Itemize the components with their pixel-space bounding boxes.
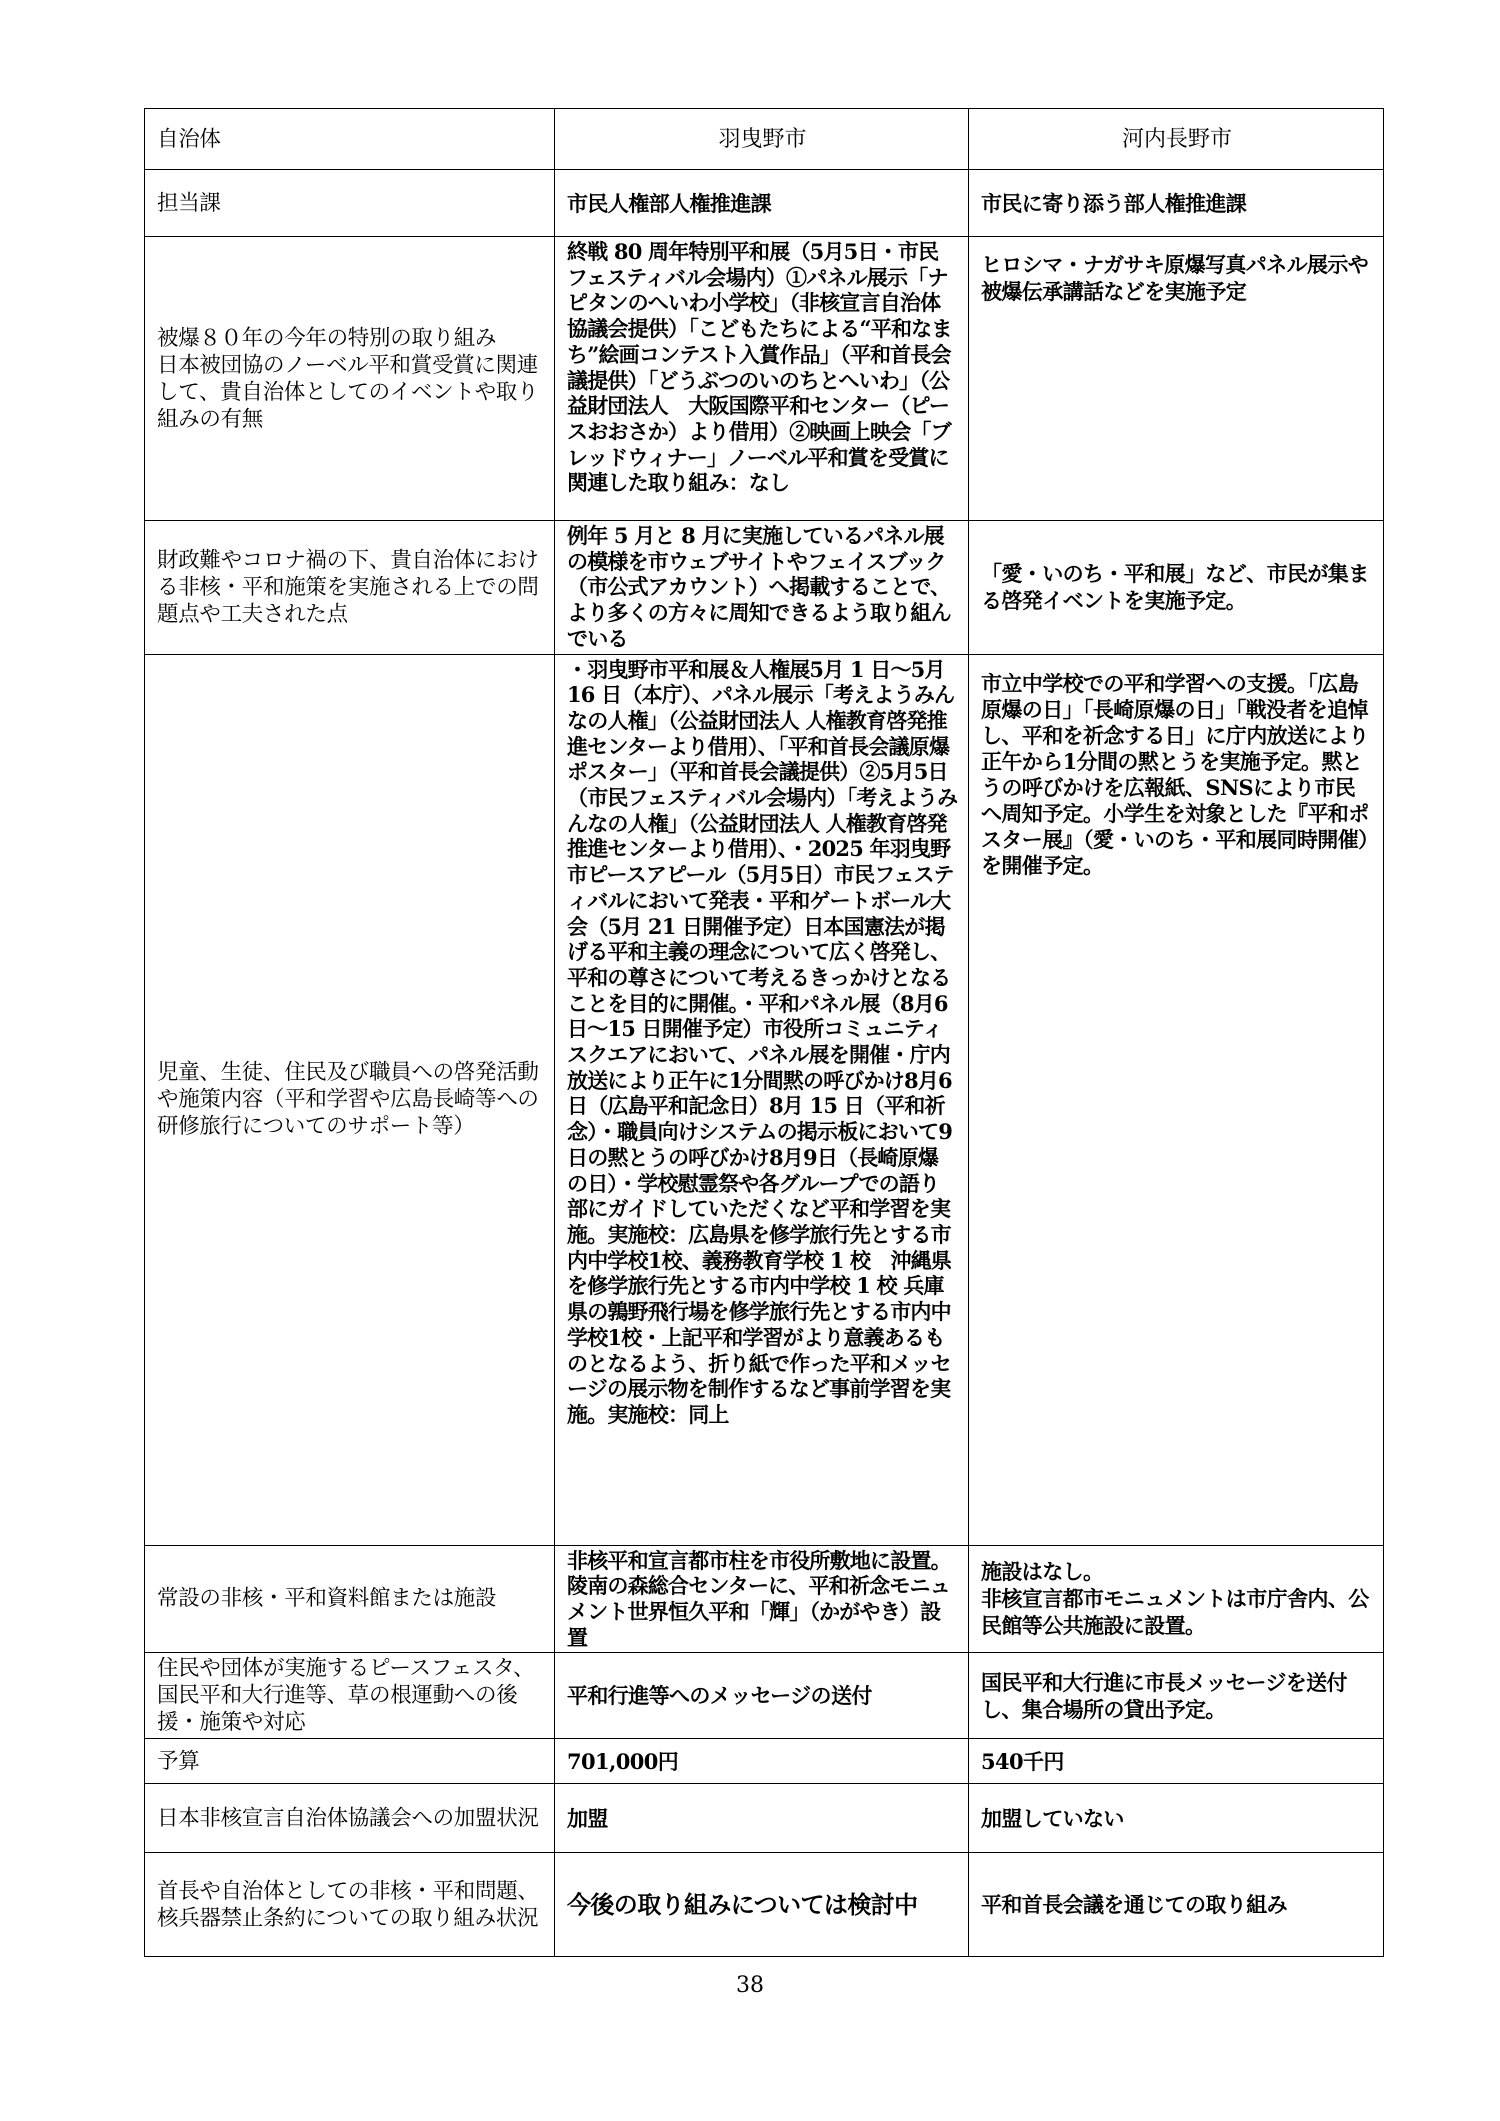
cell-habikino: ・羽曳野市平和展＆人権展5月 1 日～5月 16 日（本庁）、パネル展示「考えようみんなの人権」（公益財団法人 人権教育啓発推進センターより借用）、「平和首長会議原爆ポスター」（平和首長会議提供）②5月5日（市民フェスティバル会場内）「考えようみんなの人権」（公益財団法人 人権教育啓発推進センターより借用）、・2025 年羽曳野市ピースアピール（5月5日）市民フェスティバルにおいて発表・平和ゲートボール大会（5月 21 日開催予定）日本国憲法が掲げる平和主義の理念について広く啓発し、平和の尊さについて考えるきっかけとなることを目的に開催。・平和パネル展（8月6日～15 日開催予定）市役所コミュニティスクエアにおいて、パネル展を開催・庁内放送により正午に1分間黙の呼びかけ8月6日（広島平和記念日）8月 15 日（平和祈念）・職員向けシステムの掲示板において9日の黙とうの呼びかけ8月9日（長崎原爆の日）・学校慰霊祭や各グループでの語り部にガイドしていただくなど平和学習を実施。実施校：広島県を修学旅行先とする市内中学校1校、義務教育学校 1 校 沖縄県を修学旅行先とする市内中学校 1 校 兵庫県の鶉野飛行場を修学旅行先とする市内中学校1校・上記平和学習がより意義あるものとなるよう、折り紙で作った平和メッセージの展示物を制作するなど事前学習を実施。実施校：同上 (555, 654, 969, 1545)
row-label: 日本非核宣言自治体協議会への加盟状況 (145, 1784, 555, 1853)
cell-text: 施設はなし。 非核宣言都市モニュメントは市庁舎内、公民館等公共施設に設置。 (981, 1559, 1369, 1639)
table-header-row (145, 109, 1384, 170)
cell-habikino: 今後の取り組みについては検討中 (555, 1853, 969, 1957)
row-label: 予算 (145, 1739, 555, 1784)
row-label (145, 237, 555, 521)
cell-habikino: 加盟 (555, 1784, 969, 1853)
table-row (145, 654, 1384, 1545)
table-row (145, 1545, 1384, 1653)
cell-habikino: 終戦 80 周年特別平和展（5月5日・市民フェスティバル会場内）①パネル展示「ナピタンのへいわ小学校」（非核宣言自治体協議会提供）「こどもたちによる“平和なまち”絵画コンテスト入賞作品」（平和首長会議提供）「どうぶつのいのちとへいわ」（公益財団法人 大阪国際平和センター（ピースおおさか）より借用）②映画上映会「ブレッドウィナー」ノーベル平和賞を受賞に関連した取り組み：なし (555, 237, 969, 521)
cell-habikino: 平和行進等へのメッセージの送付 (555, 1653, 969, 1739)
table-row (145, 1853, 1384, 1957)
table-row (145, 170, 1384, 237)
cell-habikino: 701,000円 (555, 1739, 969, 1784)
row-label: 児童、生徒、住民及び職員への啓発活動や施策内容（平和学習や広島長崎等への研修旅行についてのサポート等） (145, 654, 555, 1545)
cell-kawachinagano: 「愛・いのち・平和展」など、市民が集まる啓発イベントを実施予定。 (969, 521, 1384, 655)
cell-kawachinagano: 市民に寄り添う部人権推進課 (969, 170, 1384, 237)
header-city-kawachinagano: 河内長野市 (969, 109, 1384, 170)
survey-table (144, 108, 1384, 1957)
header-label: 自治体 (145, 109, 555, 170)
cell-habikino: 非核平和宣言都市柱を市役所敷地に設置。陵南の森総合センターに、平和祈念モニュメント世界恒久平和「輝」（かがやき）設置 (555, 1545, 969, 1653)
table-row (145, 237, 1384, 521)
header-city-habikino: 羽曳野市 (555, 109, 969, 170)
row-label: 担当課 (145, 170, 555, 237)
cell-kawachinagano: 加盟していない (969, 1784, 1384, 1853)
cell-kawachinagano (969, 1545, 1384, 1653)
table-row (145, 1784, 1384, 1853)
cell-habikino: 市民人権部人権推進課 (555, 170, 969, 237)
table-row (145, 521, 1384, 655)
row-label: 財政難やコロナ禍の下、貴自治体における非核・平和施策を実施される上での問題点や工夫された点 (145, 521, 555, 655)
cell-kawachinagano: 平和首長会議を通じての取り組み (969, 1853, 1384, 1957)
row-label-line: 被爆８０年の今年の特別の取り組み 日本被団協のノーベル平和賞受賞に関連して、貴自治体としてのイベントや取り組みの有無 (157, 325, 539, 432)
cell-kawachinagano: 市立中学校での平和学習への支援。「広島原爆の日」「長崎原爆の日」「戦没者を追悼し、平和を祈念する日」に庁内放送により正午から1分間の黙とうを実施予定。黙とうの呼びかけを広報紙、SNSにより市民へ周知予定。小学生を対象とした『平和ポスター展』（愛・いのち・平和展同時開催）を開催予定。 (969, 654, 1384, 1545)
cell-kawachinagano: 540千円 (969, 1739, 1384, 1784)
cell-kawachinagano: ヒロシマ・ナガサキ原爆写真パネル展示や被爆伝承講話などを実施予定 (969, 237, 1384, 521)
row-label: 常設の非核・平和資料館または施設 (145, 1545, 555, 1653)
page-number: 38 (736, 1973, 764, 1998)
cell-kawachinagano: 国民平和大行進に市長メッセージを送付し、集合場所の貸出予定。 (969, 1653, 1384, 1739)
cell-habikino: 例年 5 月と 8 月に実施しているパネル展の模様を市ウェブサイトやフェイスブック（市公式アカウント）へ掲載することで、より多くの方々に周知できるよう取り組んでいる (555, 521, 969, 655)
row-label: 住民や団体が実施するピースフェスタ、国民平和大行進等、草の根運動への後援・施策や対応 (145, 1653, 555, 1739)
row-label: 首長や自治体としての非核・平和問題、核兵器禁止条約についての取り組み状況 (145, 1853, 555, 1957)
table-row (145, 1739, 1384, 1784)
table-row (145, 1653, 1384, 1739)
